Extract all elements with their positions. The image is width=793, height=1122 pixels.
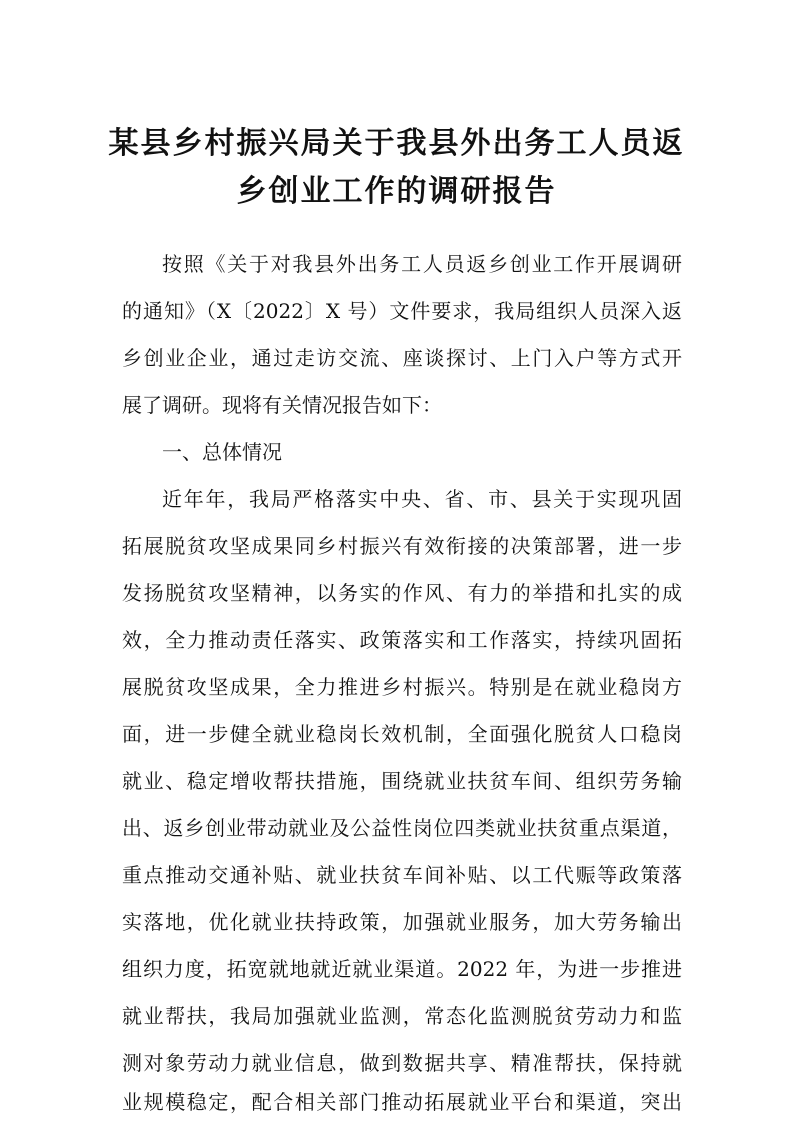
paragraph-line: 展脱贫攻坚成果，全力推进乡村振兴。特别是在就业稳岗方 xyxy=(122,675,682,699)
paragraph-line: 业规模稳定，配合相关部门推动拓展就业平台和渠道，突出 xyxy=(122,1090,682,1114)
paragraph-line: 按照《关于对我县外出务工人员返乡创业工作开展调研 xyxy=(162,252,682,276)
paragraph-line: 效，全力推动责任落实、政策落实和工作落实，持续巩固拓 xyxy=(122,628,682,652)
paragraph-line: 展了调研。现将有关情况报告如下： xyxy=(122,393,442,417)
paragraph-line: 近年年，我局严格落实中央、省、市、县关于实现巩固 xyxy=(162,487,682,511)
title-line-1: 某县乡村振兴局关于我县外出务工人员返 xyxy=(108,126,685,161)
paragraph-line: 就业帮扶，我局加强就业监测，常态化监测脱贫劳动力和监 xyxy=(122,1004,682,1028)
paragraph-line: 测对象劳动力就业信息，做到数据共享、精准帮扶，保持就 xyxy=(122,1051,682,1075)
paragraph-line: 面，进一步健全就业稳岗长效机制，全面强化脱贫人口稳岗 xyxy=(122,722,682,746)
paragraph-line: 组织力度，拓宽就地就近就业渠道。2022 年，为进一步推进 xyxy=(122,957,682,981)
section-heading: 一、总体情况 xyxy=(162,440,282,464)
paragraph-line: 出、返乡创业带动就业及公益性岗位四类就业扶贫重点渠道， xyxy=(122,816,682,840)
paragraph-line: 乡创业企业，通过走访交流、座谈探讨、上门入户等方式开 xyxy=(122,346,682,370)
title-line-2: 乡创业工作的调研报告 xyxy=(236,174,557,209)
paragraph-line: 实落地，优化就业扶持政策，加强就业服务，加大劳务输出 xyxy=(122,910,682,934)
paragraph-line: 就业、稳定增收帮扶措施，围绕就业扶贫车间、组织劳务输 xyxy=(122,769,682,793)
paragraph-line: 发扬脱贫攻坚精神，以务实的作风、有力的举措和扎实的成 xyxy=(122,581,682,605)
paragraph-line: 的通知》（X〔2022〕X 号）文件要求，我局组织人员深入返 xyxy=(122,299,682,323)
paragraph-line: 拓展脱贫攻坚成果同乡村振兴有效衔接的决策部署，进一步 xyxy=(122,534,682,558)
paragraph-line: 重点推动交通补贴、就业扶贫车间补贴、以工代赈等政策落 xyxy=(122,863,682,887)
